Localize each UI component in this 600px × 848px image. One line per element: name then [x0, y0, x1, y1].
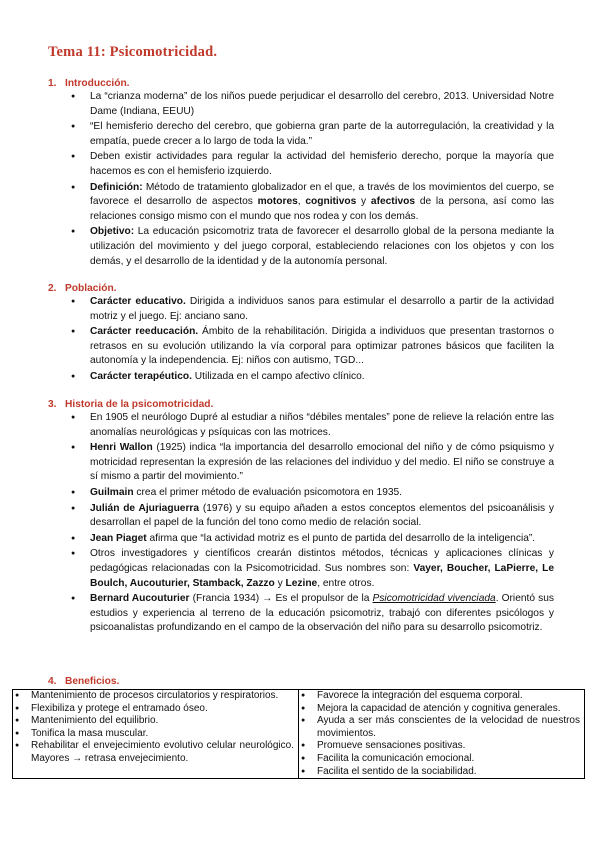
list-item: ● Favorece la integración del esquema corporal.: [299, 690, 584, 703]
text: (Francia 1934) → Es el propulsor de la: [189, 593, 373, 605]
bold-term: Vayer, Boucher, LaPierre, Le Boulch, Aucouturier, Stamback, Zazzo: [90, 562, 554, 589]
bold-term: afectivos: [370, 196, 416, 208]
text: , entre otros.: [317, 577, 375, 589]
poblacion-list: [70, 295, 554, 386]
section-title: Población.: [65, 283, 117, 294]
bold-term: Lezine: [285, 577, 318, 589]
beneficios-table: [12, 689, 585, 779]
list-item: ● Tonifica la masa muscular.: [13, 728, 298, 741]
list-item: [70, 486, 554, 501]
section-number: 3.: [48, 399, 57, 410]
section-number: 1.: [48, 78, 57, 89]
list-item: ● Facilita la comunicación emocional.: [299, 753, 584, 766]
bold-term: Objetivo:: [90, 226, 135, 238]
section-heading-beneficios: [48, 676, 119, 687]
bold-term: cognitivos: [305, 196, 357, 208]
section-title: Historia de la psicomotricidad.: [65, 399, 214, 410]
list-item: [70, 181, 554, 225]
list-item: [70, 370, 554, 385]
list-item: ● La “crianza moderna” de los niños puede perjudicar el desarrollo del cerebro, 2013. Universidad Notre Dame (Indiana, EEUU): [70, 90, 554, 119]
text: Ámbito de la rehabilitación. Dirigida a individuos que presentan trastornos o retrasos en su evolución utilizando la vía corporal para optimizar patrones básicos que faciliten la autonomía y la independencia. Ej: niños con autismo, TGD...: [90, 326, 554, 367]
list-item: [70, 502, 554, 531]
text: Utilizada en el campo afectivo clínico.: [191, 370, 365, 382]
bold-term: Carácter terapéutico.: [90, 370, 192, 382]
text: Otros investigadores y científicos crearán distintos métodos, técnicas y aplicaciones clínicas y pedagógicas relacionadas con la Psicomotricidad. Sus nombres son:: [90, 548, 554, 574]
bold-term: Carácter reeducación.: [90, 326, 199, 338]
section-title: Beneficios.: [65, 676, 120, 687]
text: y: [356, 196, 371, 208]
text: afirma que “la actividad motriz es el punto de partida del desarrollo de la inteligencia”.: [146, 532, 536, 544]
text: La educación psicomotriz trata de favorecer el desarrollo global de la persona mediante la utilización del movimiento y del juego corporal, estableciendo relaciones con los objetos y con los demás, y el desarrollo de la identidad y de la autonomía personal.: [90, 226, 554, 267]
section-heading-poblacion: [48, 283, 117, 294]
text: Dirigida a individuos sanos para estimular el desarrollo a partir de la actividad motriz y el juego. Ej: anciano sano.: [90, 296, 555, 322]
list-item: ● Flexibiliza y protege el entramado óseo.: [13, 703, 298, 716]
text: crea el primer método de evaluación psicomotora en 1935.: [133, 486, 403, 498]
historia-list: [70, 411, 554, 637]
list-item: ● “El hemisferio derecho del cerebro, que gobierna gran parte de la autorregulación, la creatividad y la empatía, puede crecer a lo largo de toda la vida.”: [70, 120, 554, 149]
text: (1925) indica “la importancia del desarrollo emocional del niño y de cómo psiquismo y motricidad representan la expresión de las relaciones del individuo y del medio. El niño se construye a sí mismo a partir del movimiento.”: [90, 442, 554, 483]
list-item: ● Ayuda a ser más conscientes de la velocidad de nuestros movimientos.: [299, 715, 584, 740]
underlined-term: Psicomotricidad vivenciada: [372, 593, 496, 605]
text: (1976) y su equipo añaden a estos conceptos elementos del psicoanálisis y desarrollan el papel de la función del tono como medio de relación social.: [90, 502, 555, 529]
bold-term: Carácter educativo.: [90, 296, 186, 307]
bold-term: Henri Wallon: [90, 442, 153, 454]
bold-term: motores: [257, 196, 298, 208]
list-item: ● Promueve sensaciones positivas.: [299, 740, 584, 753]
text: de la persona, así como las relaciones consigo mismo con el mundo que nos rodea y con los demás.: [90, 196, 554, 222]
list-item: ● Mejora la capacidad de atención y cognitiva generales.: [299, 703, 584, 716]
list-item: [70, 325, 554, 369]
list-item: ● Mantenimiento del equilibrio.: [13, 715, 298, 728]
text: . Orientó sus estudios y experiencia al terreno de la educación psicomotriz, trabajó con diferentes psicólogos y psicoanalistas profundizando en el campo de la observación del niño para su desarrollo psicomotriz.: [90, 593, 554, 634]
list-item: ● Facilita el sentido de la sociabilidad.: [299, 766, 584, 779]
section-heading-introduccion: [48, 78, 130, 89]
bold-term: Bernard Aucouturier: [90, 593, 190, 605]
beneficios-right-cell: [299, 690, 585, 779]
section-title: Introducción.: [65, 78, 130, 89]
text: y: [274, 577, 286, 589]
introduccion-list: [70, 90, 554, 270]
list-item: [70, 225, 554, 269]
section-heading-historia: [48, 399, 213, 410]
list-item: ● Mantenimiento de procesos circulatorios y respiratorios.: [13, 690, 298, 703]
list-item: [70, 592, 554, 636]
page-title: Tema 11: Psicomotricidad.: [48, 44, 218, 60]
section-number: 4.: [48, 676, 57, 687]
beneficios-left-cell: [13, 690, 299, 779]
section-number: 2.: [48, 283, 57, 294]
list-item: ● Rehabilitar el envejecimiento evolutivo celular neurológico. Mayores → retrasa envejecimiento.: [13, 740, 298, 765]
list-item: [70, 295, 554, 324]
list-item: [70, 441, 554, 485]
list-item: ● En 1905 el neurólogo Dupré al estudiar a niños “débiles mentales” pone de relieve la relación entre las anomalías neurológicas y psíquicas con las motrices.: [70, 411, 554, 440]
text: Método de tratamiento globalizador en el que, a través de los movimientos del cuerpo, se favorece el desarrollo de aspectos: [90, 181, 554, 208]
list-item: [70, 547, 554, 591]
bold-term: Definición:: [90, 181, 143, 193]
bold-term: Julián de Ajuriaguerra: [90, 502, 200, 514]
list-item: [70, 532, 554, 547]
list-item: ● Deben existir actividades para regular la actividad del hemisferio derecho, porque la mayoría que hacemos es con el hemisferio izquierdo.: [70, 150, 554, 179]
bold-term: Jean Piaget: [90, 532, 147, 544]
text: ,: [297, 196, 306, 208]
bold-term: Guilmain: [90, 486, 134, 498]
